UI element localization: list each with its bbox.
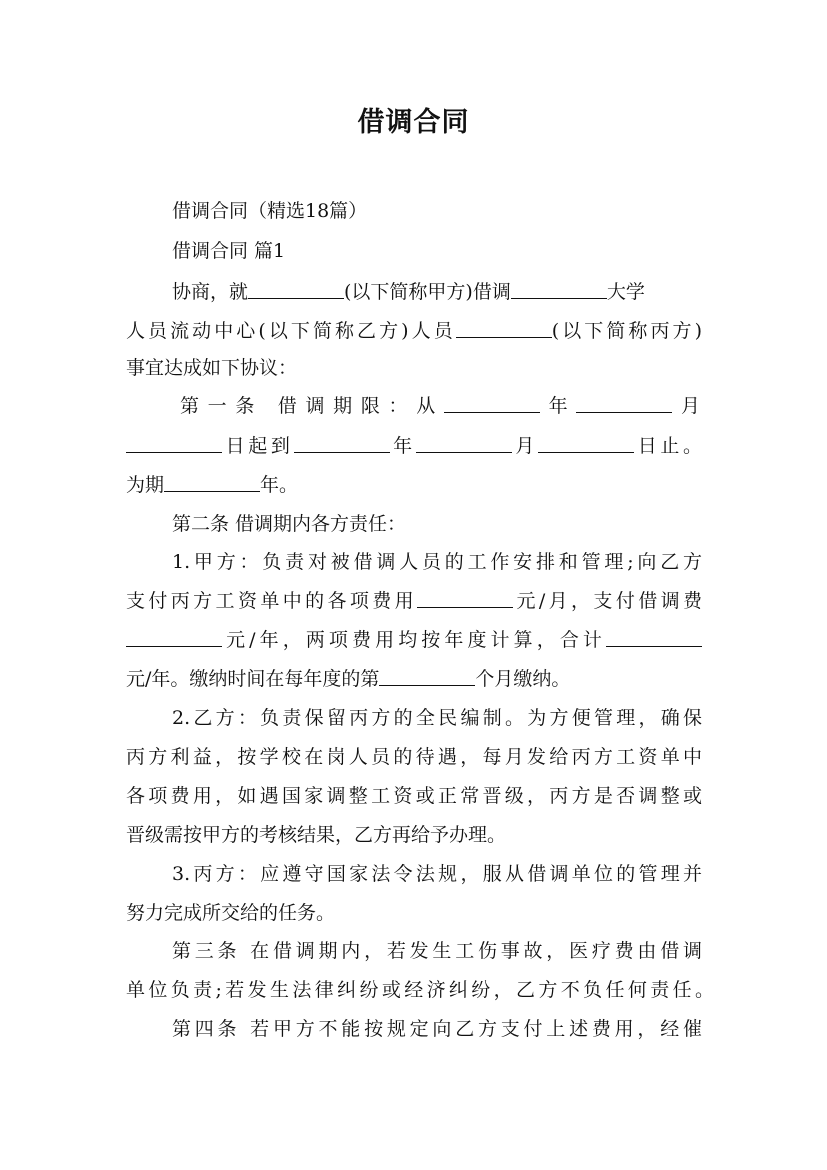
doc-line bbox=[172, 238, 285, 264]
doc-line bbox=[126, 822, 506, 848]
line-text: 元/月，支付借调费 bbox=[513, 590, 702, 612]
line-text: 为期 bbox=[126, 474, 165, 496]
doc-line bbox=[172, 938, 702, 964]
doc-line bbox=[126, 744, 702, 770]
line-text: 第一条 借调期限：从 bbox=[180, 395, 444, 417]
line-text: 努力完成所交给的任务。 bbox=[126, 902, 336, 924]
doc-line bbox=[172, 511, 406, 537]
line-text: 借调合同 篇1 bbox=[172, 240, 286, 262]
blank-field-underline bbox=[444, 394, 540, 413]
line-text: 元/年，两项费用均按年度计算，合计 bbox=[222, 629, 606, 651]
line-text: 单位负责;若发生法律纠纷或经济纠纷，乙方不负任何责任。 bbox=[126, 979, 714, 1001]
blank-field-underline bbox=[126, 434, 222, 453]
doc-line bbox=[172, 198, 367, 224]
line-text: 月 bbox=[511, 435, 539, 457]
line-text: 年 bbox=[389, 435, 416, 457]
line-text: 支付丙方工资单中的各项费用 bbox=[126, 590, 418, 612]
doc-line bbox=[126, 355, 297, 381]
doc-line bbox=[126, 318, 702, 344]
line-text: (以下简称甲方)借调 bbox=[344, 281, 511, 303]
line-text: 人员流动中心(以下简称乙方)人员 bbox=[126, 320, 456, 342]
line-text: 3.丙方：应遵守国家法令法规，服从借调单位的管理并 bbox=[172, 863, 702, 885]
doc-line bbox=[126, 900, 335, 926]
doc-line bbox=[126, 627, 702, 653]
line-text: 借调合同（精选18篇） bbox=[172, 200, 368, 222]
blank-field-underline bbox=[538, 434, 634, 453]
line-text: 晋级需按甲方的考核结果，乙方再给予办理。 bbox=[126, 824, 507, 846]
doc-line bbox=[126, 472, 298, 498]
doc-line bbox=[180, 393, 700, 419]
doc-line bbox=[126, 977, 714, 1003]
line-text: 各项费用，如遇国家调整工资或正常晋级，丙方是否调整或 bbox=[126, 785, 702, 807]
document-title: 借调合同 bbox=[357, 107, 470, 138]
blank-field-underline bbox=[417, 589, 513, 608]
doc-line bbox=[172, 1016, 702, 1042]
doc-line bbox=[172, 549, 702, 575]
blank-field-underline bbox=[379, 667, 475, 686]
line-text: 年。 bbox=[260, 474, 299, 496]
line-text: 年 bbox=[539, 395, 577, 417]
blank-field-underline bbox=[126, 628, 222, 647]
line-text: 日起到 bbox=[222, 435, 294, 457]
blank-field-underline bbox=[576, 394, 672, 413]
doc-line bbox=[172, 279, 645, 305]
line-text: 第二条 借调期内各方责任： bbox=[172, 513, 407, 535]
blank-field-underline bbox=[294, 434, 390, 453]
doc-line bbox=[126, 433, 702, 459]
line-text: 第四条 若甲方不能按规定向乙方支付上述费用，经催 bbox=[172, 1018, 702, 1040]
line-text: 协商，就 bbox=[172, 281, 249, 303]
line-text: 元/年。缴纳时间在每年度的第 bbox=[126, 668, 380, 690]
line-text: (以下简称丙方) bbox=[551, 320, 703, 342]
line-text: 个月缴纳。 bbox=[475, 668, 571, 690]
line-text: 月 bbox=[672, 395, 700, 417]
blank-field-underline bbox=[164, 473, 260, 492]
doc-line bbox=[126, 783, 702, 809]
line-text: 日止。 bbox=[634, 435, 702, 457]
line-text: 2.乙方：负责保留丙方的全民编制。为方便管理，确保 bbox=[172, 707, 702, 729]
line-text: 大学 bbox=[606, 281, 645, 303]
blank-field-underline bbox=[248, 280, 344, 299]
line-text: 1.甲方：负责对被借调人员的工作安排和管理;向乙方 bbox=[172, 551, 702, 573]
blank-field-underline bbox=[456, 319, 552, 338]
doc-line bbox=[172, 705, 702, 731]
line-text: 第三条 在借调期内，若发生工伤事故，医疗费由借调 bbox=[172, 940, 702, 962]
blank-field-underline bbox=[606, 628, 702, 647]
blank-field-underline bbox=[511, 280, 607, 299]
line-text: 事宜达成如下协议： bbox=[126, 357, 298, 379]
doc-line bbox=[126, 588, 702, 614]
line-text: 丙方利益，按学校在岗人员的待遇，每月发给丙方工资单中 bbox=[126, 746, 702, 768]
doc-line bbox=[172, 861, 702, 887]
blank-field-underline bbox=[416, 434, 512, 453]
doc-line bbox=[126, 666, 570, 692]
